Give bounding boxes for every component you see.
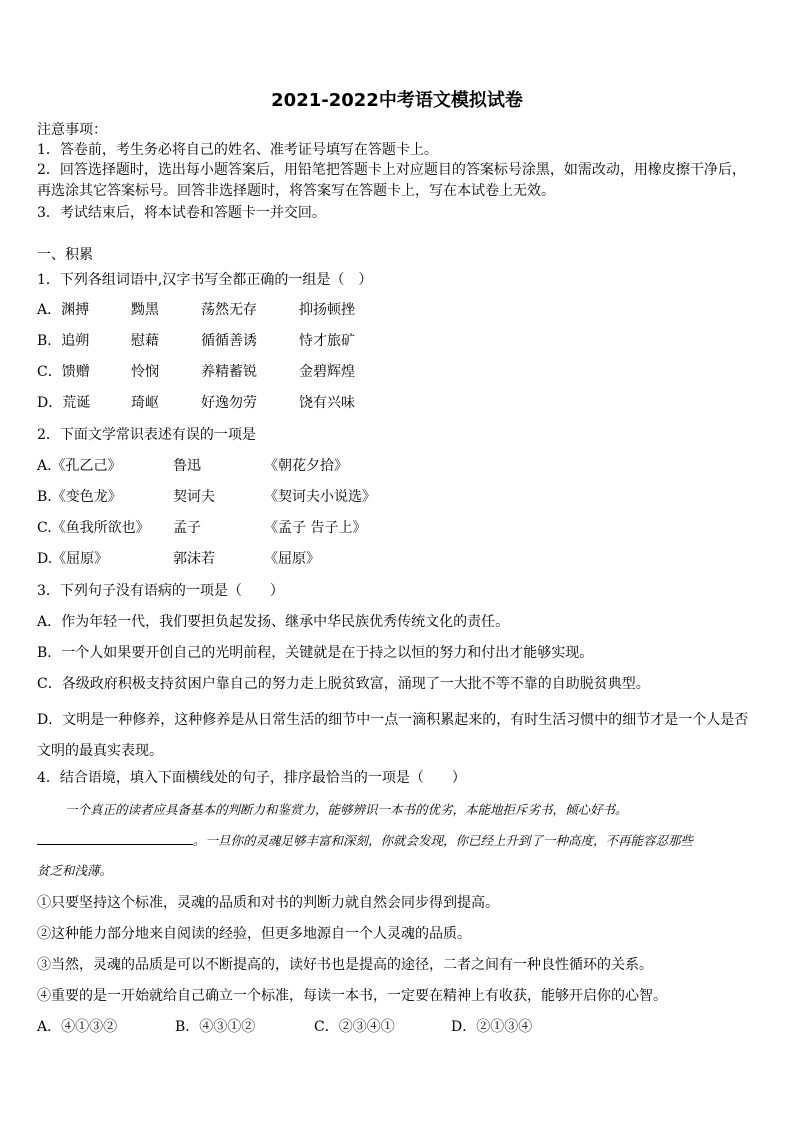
q1-c-4: 金碧辉煌 — [299, 364, 355, 380]
q3-option-c: C．各级政府积极支持贫困户靠自己的努力走上脱贫致富，涌现了一大批不等不靠的自助脱贫典型。 — [37, 676, 650, 692]
q2-d-author: 郭沫若 — [173, 551, 215, 567]
q1-b-4: 恃才旅矿 — [299, 333, 355, 349]
q1-c-2: 怜悯 — [131, 364, 159, 380]
page-title: 2021-2022中考语文模拟试卷 — [271, 90, 523, 111]
notice-item-1: 1．答卷前，考生务必将自己的姓名、准考证号填写在答题卡上。 — [37, 142, 438, 158]
q1-a-3: 荡然无存 — [201, 302, 257, 318]
q2-a-work: A.《孔乙己》 — [37, 458, 122, 474]
q4-answer-b: B．④③①② — [175, 1019, 256, 1035]
q4-passage-2-text: 。一旦你的灵魂足够丰富和深刻，你就会发现，你已经上升到了一种高度，不再能容忍那些 — [193, 833, 694, 848]
q4-sentence-1: ①只要坚持这个标准，灵魂的品质和对书的判断力就自然会同步得到提高。 — [37, 895, 499, 911]
q2-c-work: C.《鱼我所欲也》 — [37, 520, 150, 536]
q4-passage-2 — [37, 830, 693, 851]
q2-c-author: 孟子 — [173, 520, 201, 536]
q1-c-3: 养精蓄锐 — [201, 364, 257, 380]
q3-option-d: D．文明是一种修养，这种修养是从日常生活的细节中一点一滴积累起来的，有时生活习惯中的细节才是一个人是否文明的最真实表现。 — [37, 712, 749, 759]
q4-sentence-4: ④重要的是一开始就给自己确立一个标准，每读一本书，一定要在精神上有收获，能够开启你的心智。 — [37, 988, 667, 1004]
q3-option-b: B．一个人如果要开创自己的光明前程，关键就是在于持之以恒的努力和付出才能够实现。 — [37, 645, 594, 661]
section-heading: 一、积累 — [37, 247, 93, 263]
q1-stem: 1．下列各组词语中,汉字书写全都正确的一组是（ ） — [37, 272, 373, 288]
q2-c-source: 《孟子 告子上》 — [264, 520, 367, 536]
q4-passage-1: 一个真正的读者应具备基本的判断力和鉴赏力，能够辨识一本书的优劣，本能地拒斥劣书，倾心好书。 — [65, 802, 628, 817]
notice-heading: 注意事项： — [37, 122, 107, 138]
q1-c-1: C．馈赠 — [37, 364, 90, 380]
q4-answer-a: A．④①③② — [37, 1019, 118, 1035]
q3-option-a: A．作为年轻一代，我们要担负起发扬、继承中华民族优秀传统文化的责任。 — [37, 614, 510, 630]
q1-b-3: 循循善诱 — [201, 333, 257, 349]
q1-b-2: 慰藉 — [131, 333, 159, 349]
q4-answer-d: D．②①③④ — [451, 1019, 533, 1035]
q1-d-2: 琦岖 — [131, 395, 159, 411]
q4-answer-c: C．②③④① — [314, 1019, 395, 1035]
q2-d-source: 《屈原》 — [264, 551, 320, 567]
q4-sentence-3: ③当然，灵魂的品质是可以不断提高的，读好书也是提高的途径，二者之间有一种良性循环的关系。 — [37, 957, 653, 973]
q3-stem: 3．下列句子没有语病的一项是（ ） — [37, 583, 284, 599]
q2-stem: 2．下面文学常识表述有误的一项是 — [37, 427, 256, 443]
q2-a-source: 《朝花夕拾》 — [264, 458, 348, 474]
q1-a-4: 抑扬顿挫 — [299, 302, 355, 318]
q1-d-4: 饶有兴味 — [299, 395, 355, 411]
q1-d-1: D．荒诞 — [37, 395, 91, 411]
q1-a-2: 黝黑 — [131, 302, 159, 318]
q2-b-source: 《契诃夫小说选》 — [264, 489, 376, 505]
q1-b-1: B．追朔 — [37, 333, 90, 349]
q1-d-3: 好逸勿劳 — [201, 395, 257, 411]
notice-item-2: 2．回答选择题时，选出每小题答案后，用铅笔把答题卡上对应题目的答案标号涂黑，如需改动，用橡皮擦干净后，再选涂其它答案标号。回答非选择题时，将答案写在答题卡上，写在本试卷上无效。 — [37, 162, 746, 199]
q1-a-1: A．渊搏 — [37, 302, 90, 318]
q2-a-author: 鲁迅 — [173, 458, 201, 474]
q2-b-author: 契诃夫 — [173, 489, 215, 505]
q2-b-work: B.《变色龙》 — [37, 489, 122, 505]
q4-stem: 4．结合语境，填入下面横线处的句子，排序最恰当的一项是（ ） — [37, 770, 466, 786]
q4-passage-3: 贫乏和浅薄。 — [37, 863, 113, 878]
fill-blank-line — [37, 830, 193, 845]
notice-item-3: 3．考试结束后，将本试卷和答题卡一并交回。 — [37, 205, 326, 221]
q4-sentence-2: ②这种能力部分地来自阅读的经验，但更多地源自一个人灵魂的品质。 — [37, 926, 471, 942]
q2-d-work: D.《屈原》 — [37, 551, 109, 567]
